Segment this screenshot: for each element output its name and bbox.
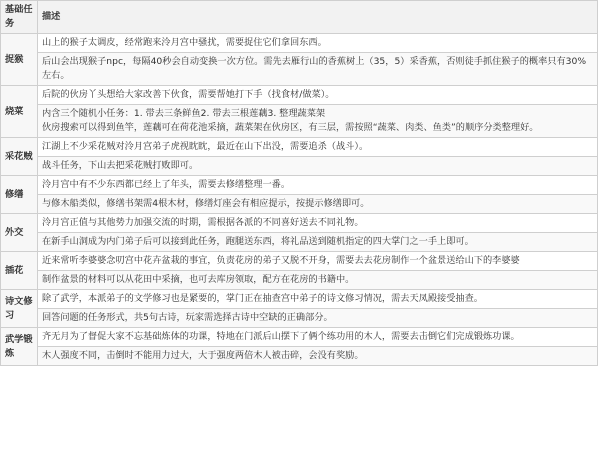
table-row — [1, 214, 598, 233]
table-row — [1, 176, 598, 195]
task-description: 江湖上不少采花贼对泠月宫弟子虎视眈眈，最近在山下出没，需要追杀（战斗）。 — [38, 138, 598, 157]
table-row — [1, 290, 598, 309]
task-description: 泠月宫正值与其他势力加强交流的时期，需根据各派的不同喜好送去不同礼物。 — [38, 214, 598, 233]
task-detail: 制作盆景的材料可以从花田中采摘，也可去库房领取，配方在花房的书籍中。 — [38, 271, 598, 290]
task-detail: 内含三个随机小任务：1. 带去三条鲜鱼2. 带去三根莲藕3. 整理蔬菜架 伙房搜索可以得到鱼竿，莲藕可在荷花池采摘，蔬菜架在伙房区，有三层，需按照“蔬菜、肉类、鱼类”的顺序分类整理好。 — [38, 105, 598, 138]
task-detail: 后山会出现猴子npc，每隔40秒会自动变换一次方位。需先去雁行山的香蕉树上（35，5）采香蕉，否则徒手抓住猴子的概率只有30%左右。 — [38, 53, 598, 86]
task-description: 山上的猴子太调皮，经常跑来泠月宫中骚扰，需要捉住它们拿回东西。 — [38, 34, 598, 53]
table-row — [1, 328, 598, 347]
table-header-row — [1, 1, 598, 34]
task-name: 插花 — [1, 252, 38, 290]
task-name: 修缮 — [1, 176, 38, 214]
task-description: 齐无月为了督促大家不忘基础炼体的功课，特地在门派后山摆下了俩个练功用的木人，需要去击倒它们完成锻炼功课。 — [38, 328, 598, 347]
table-row — [1, 195, 598, 214]
table-row — [1, 105, 598, 138]
task-detail: 与修木船类似，修缮书架需4根木材，修缮灯座会有相应提示，按提示修缮即可。 — [38, 195, 598, 214]
table-row — [1, 233, 598, 252]
task-description: 除了武学，本派弟子的文学修习也是紧要的，掌门正在抽查宫中弟子的诗文修习情况，需去天凤殿接受抽查。 — [38, 290, 598, 309]
table-row — [1, 309, 598, 328]
task-name: 诗文修习 — [1, 290, 38, 328]
table-row — [1, 138, 598, 157]
table-row — [1, 157, 598, 176]
task-name: 烧菜 — [1, 86, 38, 138]
task-name: 外交 — [1, 214, 38, 252]
task-description: 后院的伙房丫头想给大家改善下伙食，需要帮她打下手（找食材/做菜）。 — [38, 86, 598, 105]
header-description: 描述 — [38, 1, 598, 34]
table-row — [1, 53, 598, 86]
table-row — [1, 34, 598, 53]
table-row — [1, 86, 598, 105]
task-name: 武学锻炼 — [1, 328, 38, 366]
table-row — [1, 271, 598, 290]
task-detail: 木人强度不同，击倒时不能用力过大，大于强度两倍木人被击碎，会没有奖励。 — [38, 347, 598, 366]
table-row — [1, 252, 598, 271]
task-detail: 在新手山洞成为内门弟子后可以接到此任务，跑腿送东西，将礼品送到随机指定的四大掌门之一手上即可。 — [38, 233, 598, 252]
header-task: 基础任务 — [1, 1, 38, 34]
task-description: 近来常听李婆婆念叨宫中花卉盆栽的事宜，负责花房的弟子又脱不开身，需要去去花房制作一个盆景送给山下的李婆婆 — [38, 252, 598, 271]
task-detail: 回答问题的任务形式，共5句古诗，玩家需选择古诗中空缺的正确部分。 — [38, 309, 598, 328]
table-row — [1, 347, 598, 366]
task-name: 捉猴 — [1, 34, 38, 86]
task-description: 泠月宫中有不少东西都已经上了年头，需要去修缮整理一番。 — [38, 176, 598, 195]
task-name: 采花贼 — [1, 138, 38, 176]
task-detail: 战斗任务，下山去把采花贼打败即可。 — [38, 157, 598, 176]
